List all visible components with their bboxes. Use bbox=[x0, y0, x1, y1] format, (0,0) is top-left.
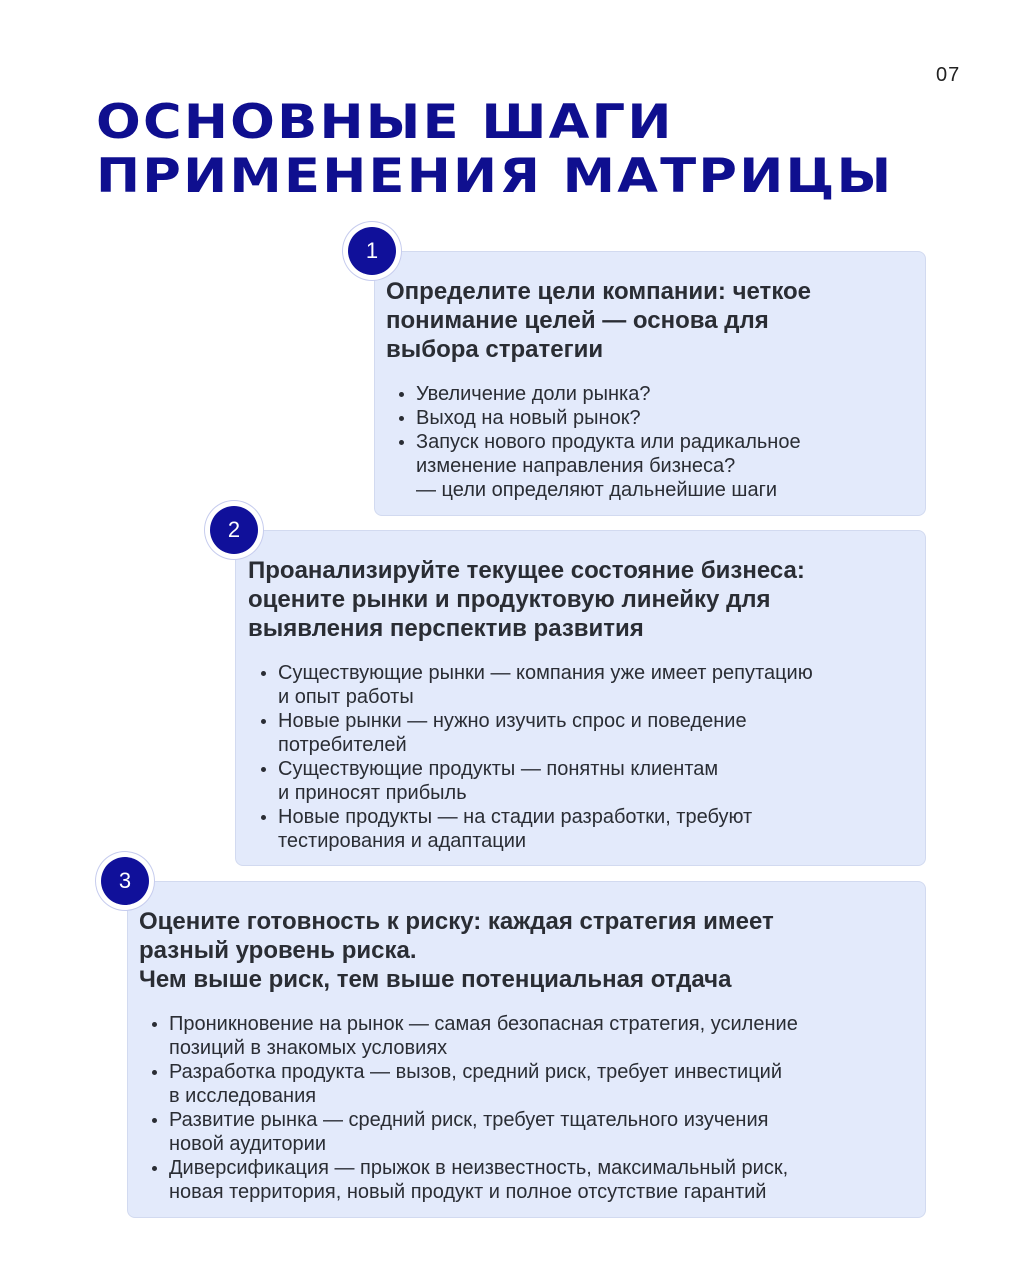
list-item bbox=[169, 1156, 915, 1204]
step-heading-line: Оцените готовность к риску: каждая стратегия имеет bbox=[139, 908, 774, 935]
step-number-badge: 3 bbox=[101, 857, 149, 905]
page-title bbox=[96, 96, 893, 204]
list-item-line: потребителей bbox=[278, 734, 407, 756]
list-item-line: и приносят прибыль bbox=[278, 782, 467, 804]
list-item bbox=[416, 406, 915, 430]
list-item-line: изменение направления бизнеса? bbox=[416, 455, 736, 477]
list-item bbox=[278, 661, 915, 709]
list-item-line: позиций в знакомых условиях bbox=[169, 1037, 448, 1059]
list-item bbox=[278, 709, 915, 757]
list-item-line: тестирования и адаптации bbox=[278, 830, 527, 852]
list-item-line: новая территория, новый продукт и полное отсутствие гарантий bbox=[169, 1181, 767, 1203]
list-item-line: Существующие продукты — понятны клиентам bbox=[278, 758, 719, 780]
step-heading-line: оцените рынки и продуктовую линейку для bbox=[248, 586, 771, 613]
step-card-analysis bbox=[235, 530, 926, 866]
step-heading-line: выбора стратегии bbox=[386, 336, 604, 363]
step-card-goals bbox=[374, 251, 926, 516]
list-item-line: Разработка продукта — вызов, средний риск, требует инвестиций bbox=[169, 1061, 783, 1083]
list-item-line: Развитие рынка — средний риск, требует тщательного изучения bbox=[169, 1109, 769, 1131]
list-item-line: Увеличение доли рынка? bbox=[416, 383, 651, 405]
list-item bbox=[278, 757, 915, 805]
list-item-line: и опыт работы bbox=[278, 686, 414, 708]
step-bullet-list bbox=[386, 382, 915, 502]
list-item-line: Проникновение на рынок — самая безопасная стратегия, усиление bbox=[169, 1013, 798, 1035]
step-heading bbox=[139, 907, 915, 994]
list-item bbox=[416, 382, 915, 406]
list-item bbox=[169, 1012, 915, 1060]
list-item-line: Существующие рынки — компания уже имеет репутацию bbox=[278, 662, 813, 684]
step-bullet-list bbox=[248, 661, 915, 853]
list-item-line: Диверсификация — прыжок в неизвестность, максимальный риск, bbox=[169, 1157, 789, 1179]
list-item-line: Запуск нового продукта или радикальное bbox=[416, 431, 801, 453]
step-heading-line: разный уровень риска. bbox=[139, 937, 417, 964]
step-number-badge: 1 bbox=[348, 227, 396, 275]
list-item-line: Новые продукты — на стадии разработки, требуют bbox=[278, 806, 753, 828]
page-title-line: ОСНОВНЫЕ ШАГИ bbox=[96, 95, 674, 150]
list-item-line: в исследования bbox=[169, 1085, 317, 1107]
page-title-line: ПРИМЕНЕНИЯ МАТРИЦЫ bbox=[96, 149, 894, 204]
step-number-badge: 2 bbox=[210, 506, 258, 554]
step-heading-line: Определите цели компании: четкое bbox=[386, 278, 812, 305]
step-card-risk bbox=[127, 881, 926, 1218]
list-item-line: новой аудитории bbox=[169, 1133, 327, 1155]
page-number: 07 bbox=[936, 64, 961, 86]
list-item-line: Выход на новый рынок? bbox=[416, 407, 641, 429]
list-item bbox=[278, 805, 915, 853]
step-heading bbox=[248, 556, 915, 643]
list-item bbox=[169, 1108, 915, 1156]
step-heading-line: выявления перспектив развития bbox=[248, 615, 644, 642]
list-item-line: Новые рынки — нужно изучить спрос и поведение bbox=[278, 710, 747, 732]
step-heading-line: понимание целей — основа для bbox=[386, 307, 769, 334]
step-bullet-list bbox=[139, 1012, 915, 1204]
list-item-line: — цели определяют дальнейшие шаги bbox=[416, 479, 778, 501]
list-item bbox=[169, 1060, 915, 1108]
step-heading-line: Чем выше риск, тем выше потенциальная отдача bbox=[139, 966, 732, 993]
step-heading-line: Проанализируйте текущее состояние бизнеса: bbox=[248, 557, 805, 584]
step-heading bbox=[386, 277, 915, 364]
list-item bbox=[416, 430, 915, 502]
